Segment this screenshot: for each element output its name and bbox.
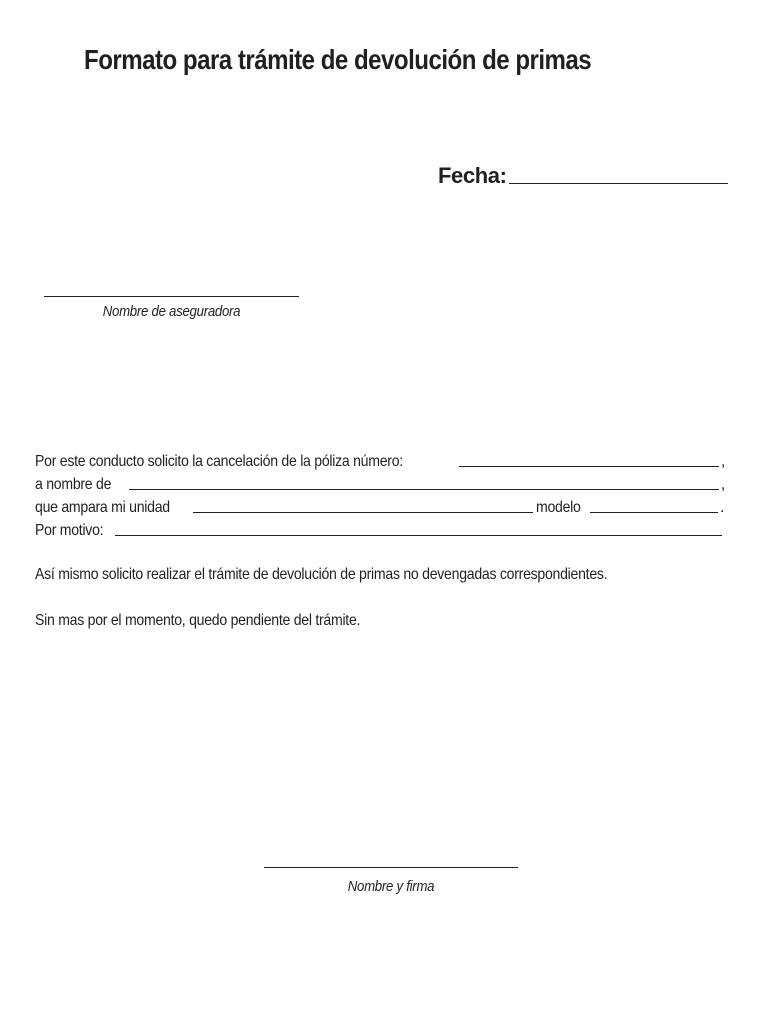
- date-label: Fecha:: [438, 163, 507, 188]
- closing-paragraph: [35, 612, 405, 630]
- insurer-name-block: [44, 296, 299, 320]
- vehicle-row: [35, 494, 725, 517]
- holder-name-label: a nombre de: [35, 476, 112, 493]
- policy-number-label: Por este conducto solicito la cancelación de la póliza número:: [35, 453, 403, 470]
- signature-block: [264, 867, 518, 895]
- vehicle-row-period: .: [720, 499, 725, 516]
- closing-text: Sin mas por el momento, quedo pendiente del trámite.: [35, 612, 361, 629]
- request-body: [35, 448, 725, 540]
- vehicle-model-label: modelo: [536, 499, 581, 516]
- policy-number-row: [35, 448, 725, 471]
- refund-request-paragraph: [35, 566, 685, 584]
- reason-row: [35, 517, 725, 540]
- policy-number-blank: [459, 466, 719, 467]
- insurer-name-line: [44, 296, 299, 297]
- refund-request-text: Así mismo solicito realizar el trámite de devolución de primas no devengadas correspondientes.: [35, 566, 608, 583]
- signature-caption: Nombre y firma: [347, 878, 435, 895]
- holder-name-comma: ,: [720, 476, 725, 493]
- date-field: [438, 162, 728, 188]
- document-title: Formato para trámite de devolución de primas: [84, 44, 592, 75]
- vehicle-model-blank: [590, 512, 718, 513]
- insurer-name-caption: Nombre de aseguradora: [102, 303, 241, 320]
- policy-number-comma: ,: [720, 453, 725, 470]
- holder-name-blank: [129, 489, 719, 490]
- reason-label: Por motivo:: [35, 522, 104, 539]
- vehicle-unit-label: que ampara mi unidad: [35, 499, 170, 516]
- holder-name-row: [35, 471, 725, 494]
- signature-line: [264, 867, 518, 868]
- vehicle-unit-blank: [193, 512, 533, 513]
- date-blank-line: [509, 182, 728, 184]
- reason-blank: [115, 535, 722, 536]
